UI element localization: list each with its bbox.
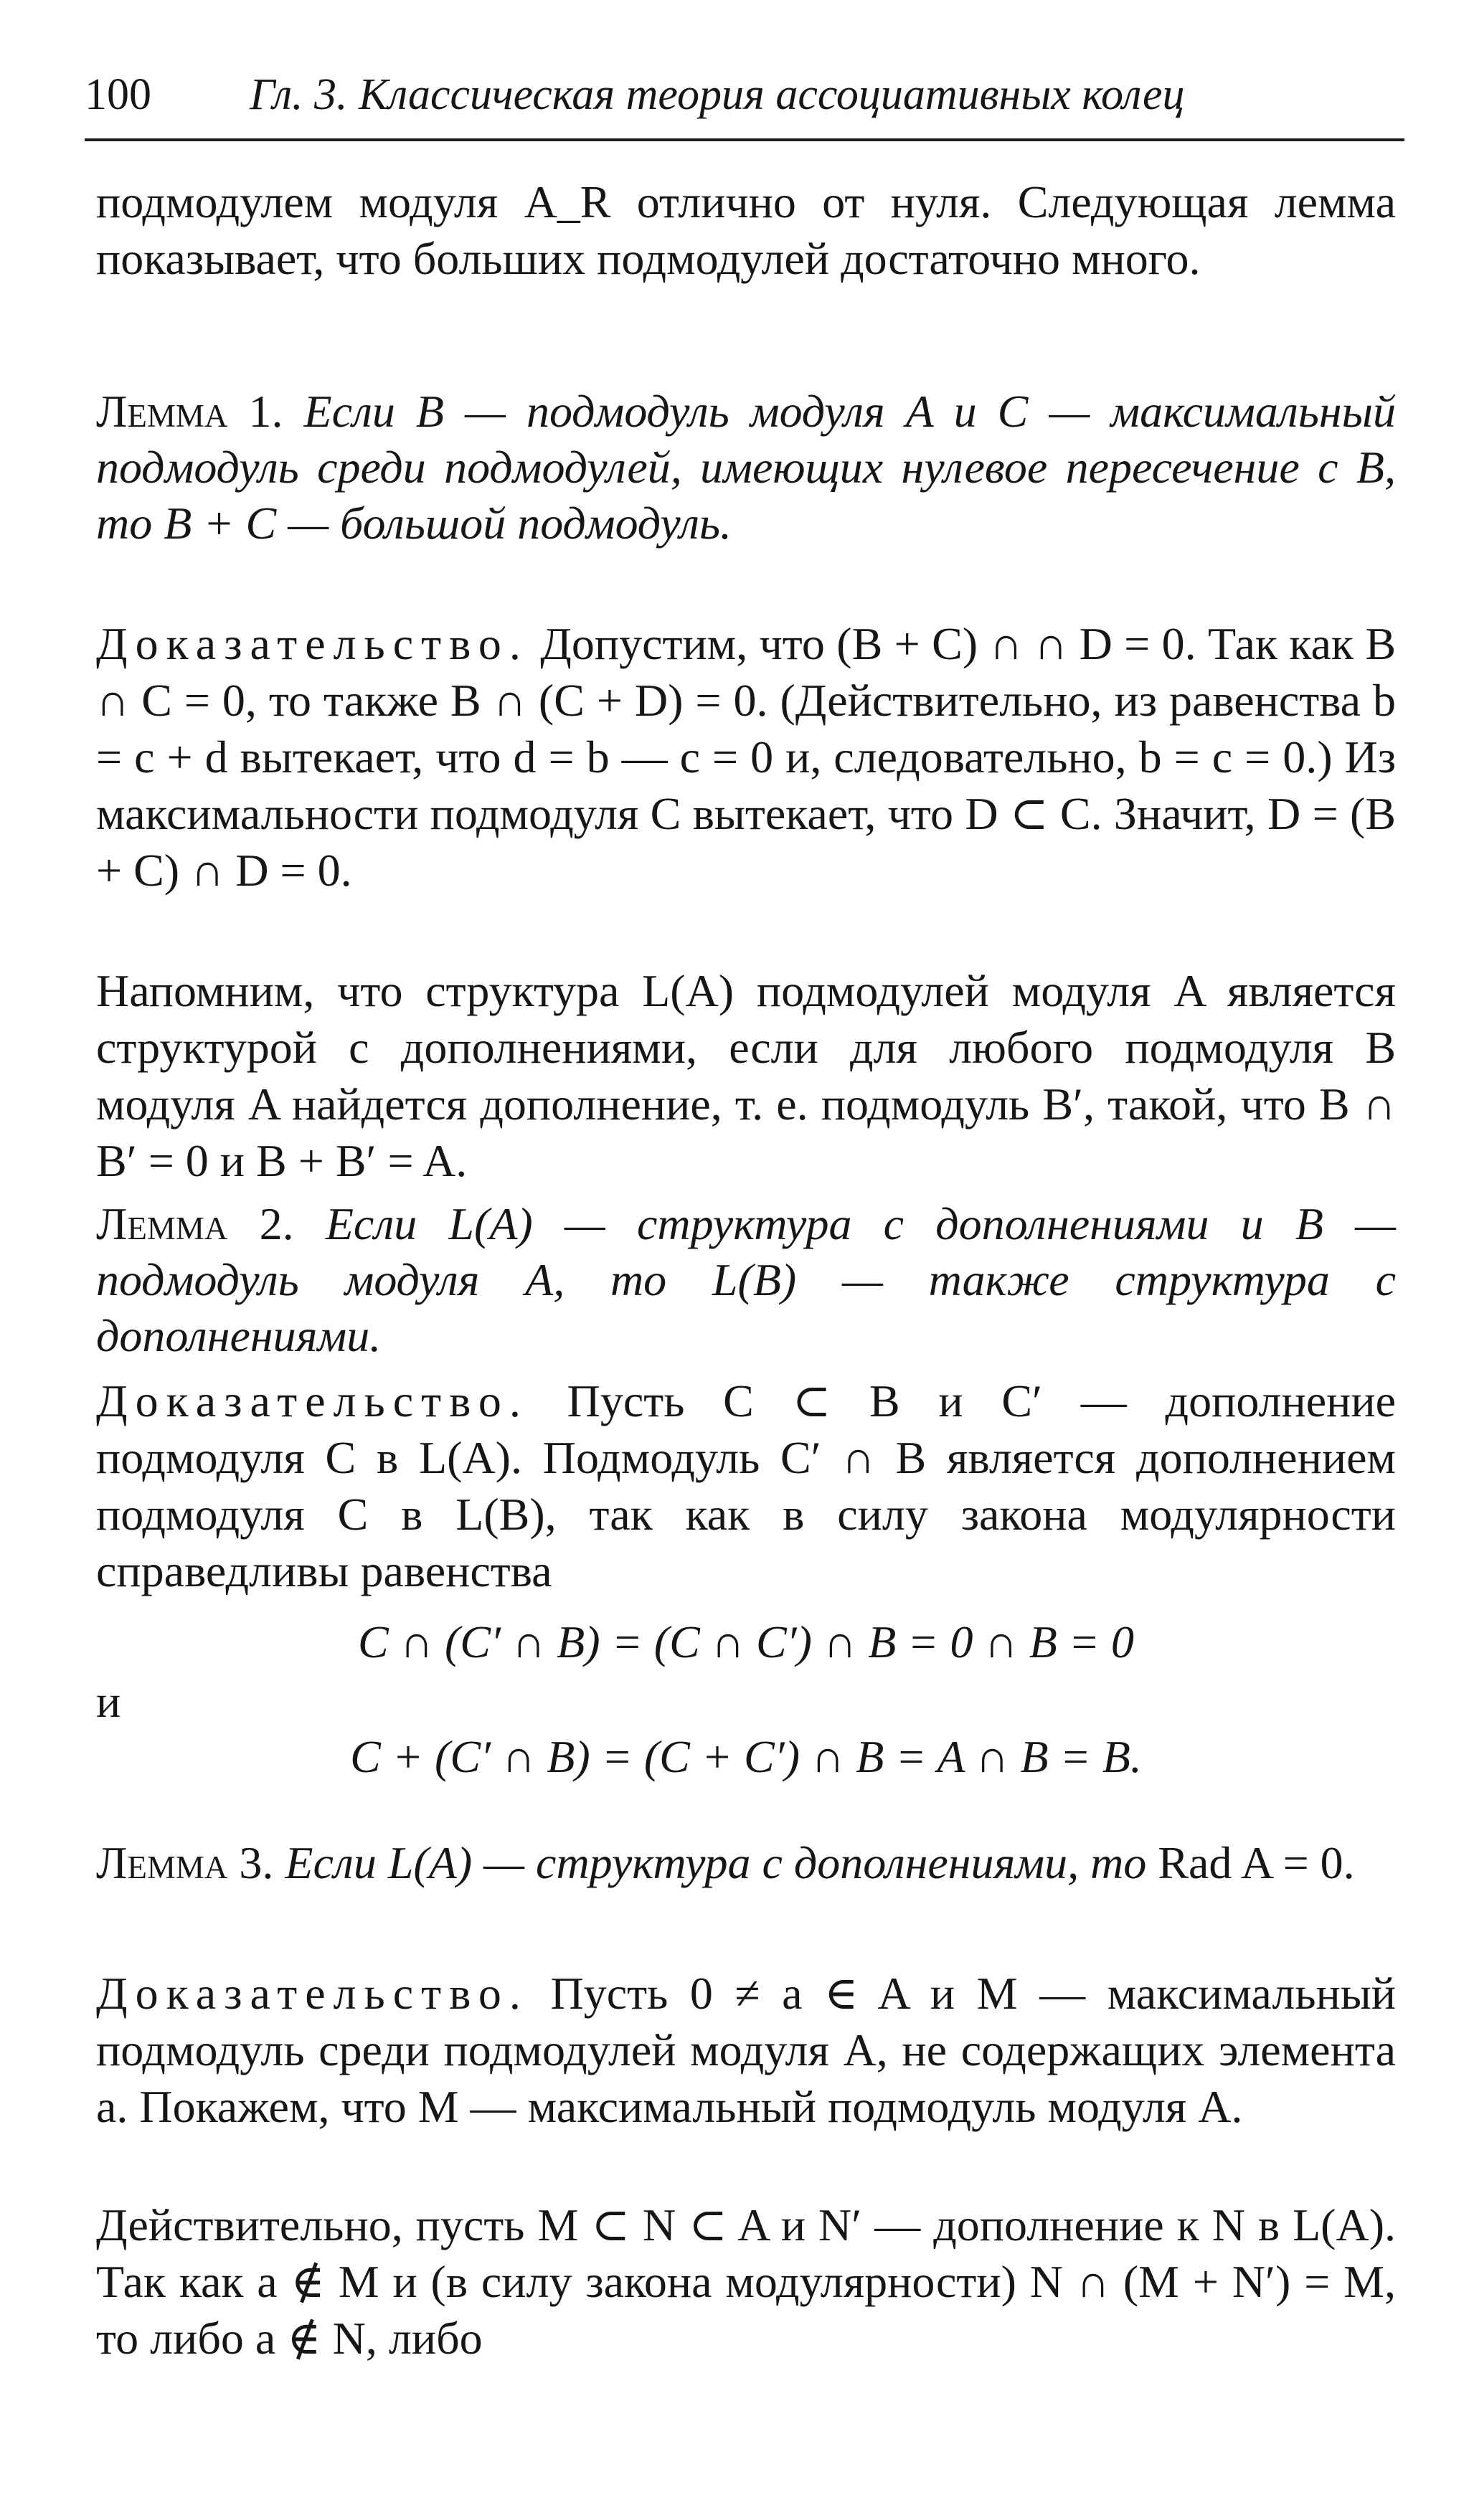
formula-sum: C + (C′ ∩ B) = (C + C′) ∩ B = A ∩ B = B. [350,1731,1142,1782]
proof-label: Доказательство. [96,1968,529,2019]
proof-lemma-3-text: Пусть 0 ≠ a ∈ A и M — максимальный подмодуль среди подмодулей модуля A, не содержащих элемента a. Покажем, что M — максимальный подмодуль модуля A. [96,1968,1397,2132]
proof-lemma-1-text: Допустим, что (B + C) ∩ ∩ D = 0. Так как B ∩ C = 0, то также B ∩ (C + D) = 0. (Действительно, из равенства b = c + d вытекает, что d = b — c = 0 и, следовательно, b = c = 0.) Из максимальности подмодуля C вытекает, что D ⊂ C. Значит, D = (B + C) ∩ D = 0. [96,618,1397,896]
lemma-3-statement: Если L(A) — структура с дополнениями, то [285,1837,1147,1888]
paragraph-intro: подмодулем модуля A_R отлично от нуля. Следующая лемма показывает, что больших подмодулей достаточно много. [96,176,1396,284]
lemma-2-heading: Лемма 2. [96,1198,294,1249]
lemma-1-statement: Если B — подмодуль модуля A и C — максимальный подмодуль среди подмодулей, имеющих нулевое пересечение с B, то B + C — большой подмодуль. [96,386,1397,549]
page-number: 100 [85,70,151,119]
proof-lemma-1 [96,615,1396,899]
proof-lemma-2-text: Пусть C ⊂ B и C′ — дополнение подмодуля C в L(A). Подмодуль C′ ∩ B является дополнением подмодуля C в L(B), так как в силу закона модулярности справедливы равенства [96,1375,1397,1596]
lemma-3-heading: Лемма 3. [96,1837,274,1888]
paragraph-recall: Напомним, что структура L(A) подмодулей модуля A является структурой с дополнениями, если для любого подмодуля B модуля A найдется дополнение, т. е. подмодуль B′, такой, что B ∩ B′ = 0 и B + B′ = A. [96,965,1396,1186]
proof-lemma-2 [96,1373,1396,1599]
proof-lemma-3 [96,1965,1396,2135]
lemma-2 [96,1196,1396,1364]
lemma-2-statement: Если L(A) — структура с дополнениями и B — подмодуль модуля A, то L(B) — также структура с дополнениями. [96,1198,1397,1361]
running-title: Гл. 3. Классическая теория ассоциативных колец [250,70,1185,119]
header-rule [85,138,1404,141]
conjunction-and: и [96,1676,121,1727]
proof-label: Доказательство. [96,618,529,669]
paragraph-continuation: Действительно, пусть M ⊂ N ⊂ A и N′ — дополнение к N в L(A). Так как a ∉ M и (в силу закона модулярности) N ∩ (M + N′) = M, то либо a ∉ N, либо [96,2199,1396,2364]
proof-label: Доказательство. [96,1375,529,1426]
lemma-3 [96,1835,1396,1891]
formula-intersection: C ∩ (C′ ∩ B) = (C ∩ C′) ∩ B = 0 ∩ B = 0 [358,1616,1134,1667]
lemma-1-heading: Лемма 1. [96,386,283,437]
lemma-1 [96,384,1396,551]
lemma-3-conclusion: Rad A = 0. [1158,1837,1355,1888]
